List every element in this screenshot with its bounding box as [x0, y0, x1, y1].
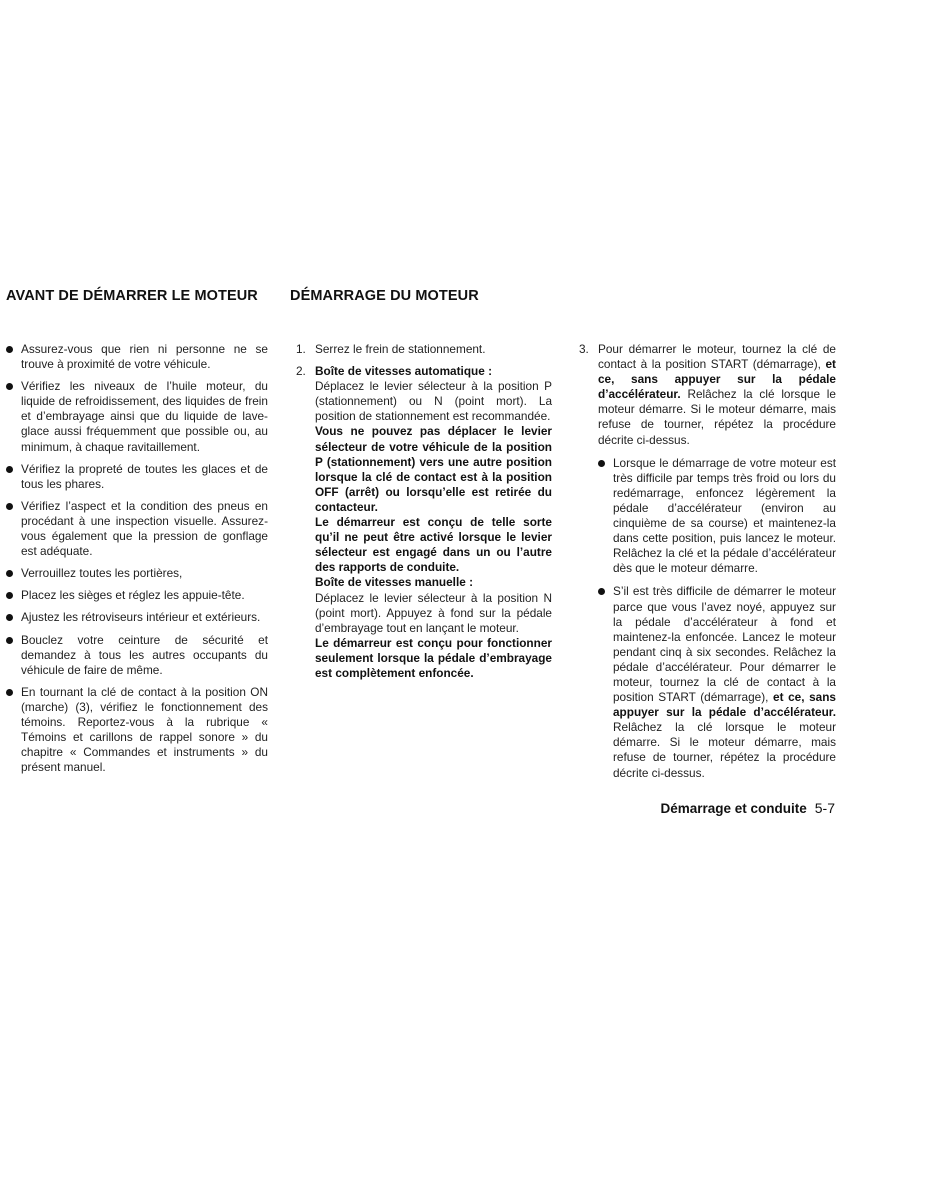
list-item: Vérifiez la propreté de toutes les glaces et de tous les phares. [6, 462, 268, 492]
starting-step-3 [579, 342, 836, 789]
emphasis-text: et ce, sans appuyer sur la pédale d’accélérateur. [613, 690, 836, 720]
list-item: Bouclez votre ceinture de sécurité et demandez à tous les autres occupants du véhicule de faire de même. [6, 633, 268, 678]
list-item: Vérifiez l’aspect et la condition des pneus en procédant à une inspection visuelle. Assurez-vous également que la pression de gonflage est adéquate. [6, 499, 268, 559]
automatic-transmission-title: Boîte de vitesses automatique : [315, 364, 492, 379]
step-2 [296, 364, 552, 681]
step-number: 2. [296, 364, 306, 379]
list-item: Ajustez les rétroviseurs intérieur et extérieurs. [6, 610, 268, 625]
bullet-icon [598, 460, 605, 467]
bullet-icon [6, 383, 13, 390]
list-item: Assurez-vous que rien ni personne ne se trouve à proximité de votre véhicule. [6, 342, 268, 372]
warning-paragraph: Le démarreur est conçu pour fonctionner seulement lorsque la pédale d’embrayage est complètement enfoncée. [315, 635, 552, 680]
section-heading-starting-engine: DÉMARRAGE DU MOTEUR [290, 288, 479, 304]
paragraph: Déplacez le levier sélecteur à la position P (stationnement) ou N (point mort). La position de stationnement est recommandée. [315, 379, 552, 424]
warning-paragraph: Vous ne pouvez pas déplacer le levier sélecteur de votre véhicule de la position P (stationnement) vers une autre position lorsque la clé de contact est à la position OFF (arrêt) ou lorsqu’elle est retirée du contacteur. [315, 424, 552, 514]
bullet-icon [6, 614, 13, 621]
step-3 [579, 342, 836, 448]
list-item: S’il est très difficile de démarrer le moteur parce que vous l’avez noyé, appuyez sur la pédale d’accélérateur à fond et maintenez-la enfoncée. Lancez le moteur pendant cinq à six secondes. Relâchez la pédale d’accélérateur. Pour démarrer le moteur, tournez la clé de contact à la position START (démarrage), et ce, sans appuyer sur la pédale d’accélérateur. Relâchez la clé lorsque le moteur démarre. Si le moteur démarre, mais refuse de tourner, répétez la procédure décrite ci-dessus. [598, 584, 836, 780]
manual-transmission-title: Boîte de vitesses manuelle : [315, 575, 474, 590]
list-item: Vérifiez les niveaux de l’huile moteur, du liquide de refroidissement, des liquides de frein et d’embrayage ainsi que du liquide de lave-glace aussi fréquemment que possible ou, au minimum, à chaque ravitaillement. [6, 379, 268, 454]
page-number: 5-7 [814, 800, 835, 816]
bullet-icon [6, 466, 13, 473]
list-item: En tournant la clé de contact à la position ON (marche) (3), vérifiez le fonctionnement des témoins. Reportez-vous à la rubrique « Témoins et carillons de rappel sonore » du chapitre « Commandes et instruments » du présent manuel. [6, 685, 268, 776]
pre-start-checklist [6, 342, 268, 782]
bullet-icon [6, 689, 13, 696]
emphasis-text: et ce, sans appuyer sur la pédale d’accélérateur. [598, 357, 836, 402]
section-heading-before-starting: AVANT DE DÉMARRER LE MOTEUR [6, 288, 258, 304]
list-item: Placez les sièges et réglez les appuie-tête. [6, 588, 268, 603]
bullet-icon [598, 588, 605, 595]
bullet-icon [6, 346, 13, 353]
footer-section-title: Démarrage et conduite [660, 801, 807, 816]
step-text: Pour démarrer le moteur, tournez la clé de contact à la position START (démarrage), [598, 342, 836, 372]
page-footer [660, 800, 835, 816]
starting-steps-1-2 [296, 342, 552, 688]
step-text: Serrez le frein de stationnement. [315, 342, 486, 356]
bullet-icon [6, 570, 13, 577]
list-item: Verrouillez toutes les portières, [6, 566, 268, 581]
bullet-icon [6, 637, 13, 644]
bullet-icon [6, 503, 13, 510]
list-item: Lorsque le démarrage de votre moteur est très difficile par temps très froid ou lors du redémarrage, enfoncez légèrement la pédale d’accélérateur (environ au cinquième de sa course) et maintenez-la dans cette position, puis lancez le moteur. Relâchez la clé et la pédale d’accélérateur dès que le moteur démarre. [598, 456, 836, 577]
step-text: Relâchez la clé lorsque le moteur démarre. Si le moteur démarre, mais refuse de tourner, répétez la procédure décrite ci-dessus. [598, 387, 836, 447]
bullet-icon [6, 592, 13, 599]
warning-paragraph: Le démarreur est conçu de telle sorte qu’il ne peut être activé lorsque le levier sélecteur est engagé dans un ou l’autre des rapports de conduite. [315, 515, 552, 575]
step-1 [296, 342, 552, 357]
step-number: 1. [296, 342, 306, 356]
paragraph: Déplacez le levier sélecteur à la position N (point mort). Appuyez à fond sur la pédale d’embrayage tout en lançant le moteur. [315, 590, 552, 635]
step-number: 3. [579, 342, 589, 356]
